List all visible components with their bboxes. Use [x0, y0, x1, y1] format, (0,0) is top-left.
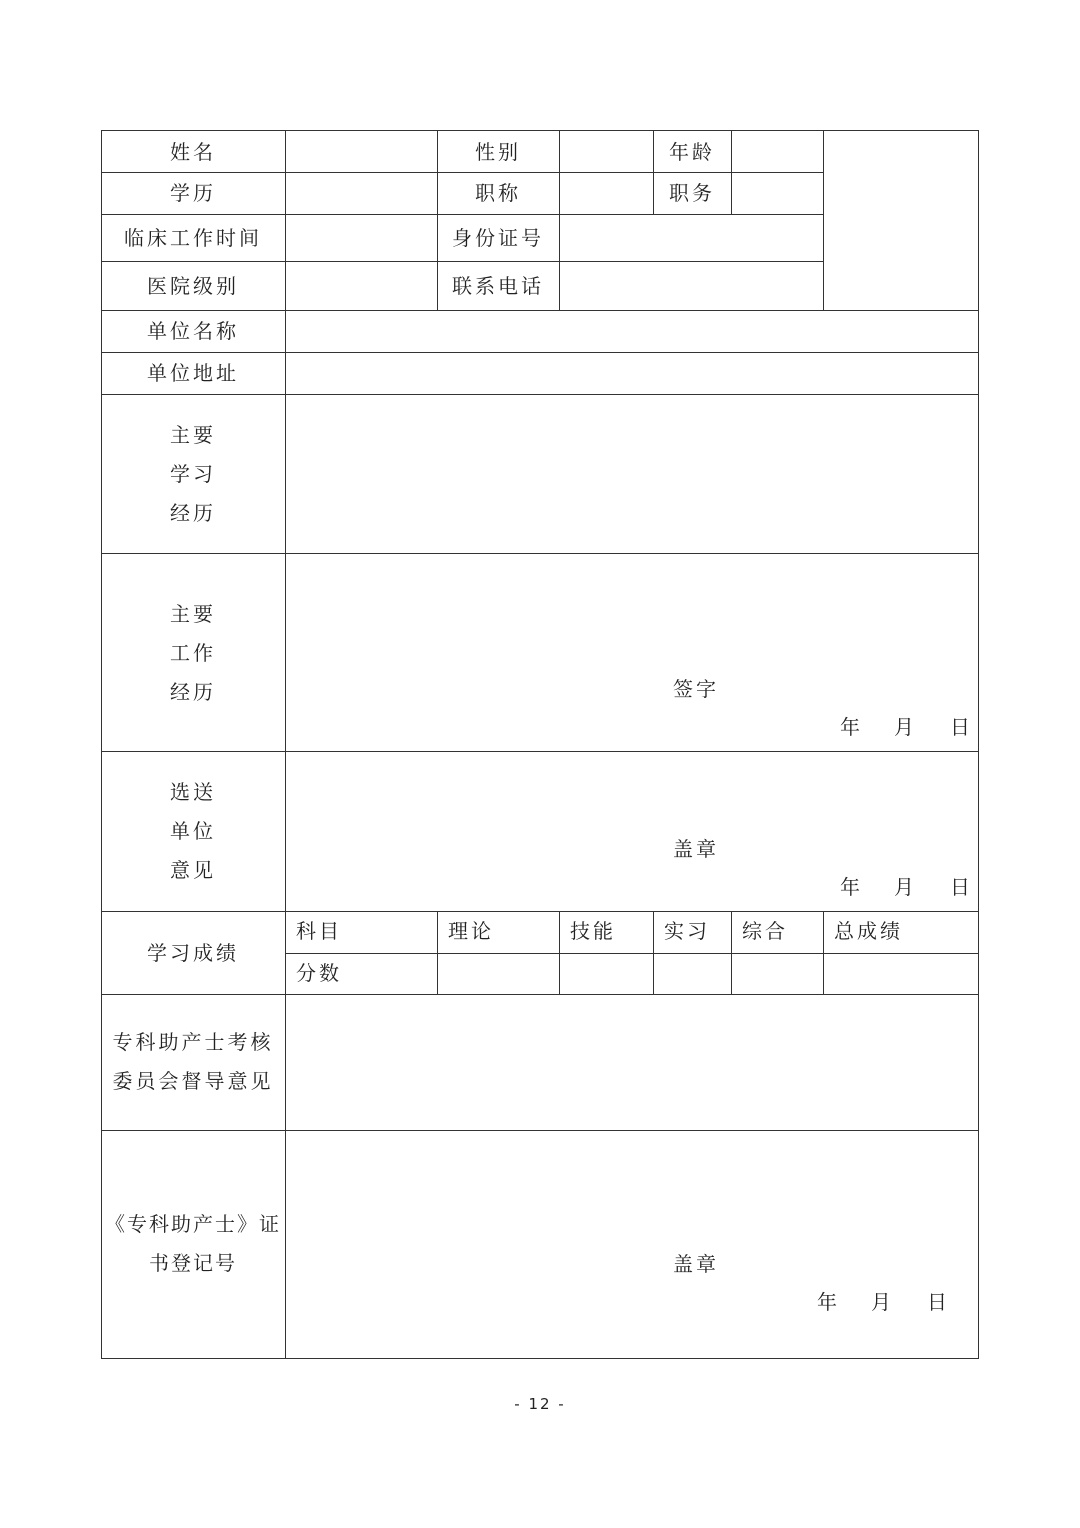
unit-address-field[interactable] — [286, 353, 978, 394]
label-line: 《专科助产士》证 — [105, 1212, 281, 1236]
score-column: 综合 — [742, 919, 788, 943]
age-field[interactable] — [732, 131, 822, 172]
id-number-field[interactable] — [560, 215, 822, 261]
score-skill-field[interactable] — [560, 954, 652, 994]
seal-label: 盖章 — [673, 837, 719, 861]
education-label: 学历 — [170, 181, 216, 205]
page-number: - 12 - — [514, 1395, 566, 1413]
position-label: 职务 — [669, 181, 715, 205]
label-line: 主要 — [170, 423, 216, 447]
label-line: 书登记号 — [149, 1251, 237, 1275]
title-label: 职称 — [475, 181, 521, 205]
scores-label: 学习成绩 — [147, 941, 239, 965]
label-line: 工作 — [170, 641, 216, 665]
id-number-label: 身份证号 — [452, 226, 544, 250]
date-day: 日 — [950, 715, 973, 739]
hospital-level-field[interactable] — [286, 262, 436, 310]
unit-address-label: 单位地址 — [147, 361, 239, 385]
unit-name-field[interactable] — [286, 311, 978, 352]
committee-opinion-field[interactable] — [286, 995, 978, 1130]
score-comprehensive-field[interactable] — [732, 954, 822, 994]
gender-field[interactable] — [560, 131, 652, 172]
label-line: 经历 — [170, 680, 216, 704]
education-field[interactable] — [286, 173, 436, 214]
label-line: 主要 — [170, 602, 216, 626]
label-line: 学习 — [170, 462, 216, 486]
score-column: 技能 — [570, 919, 616, 943]
score-total-field[interactable] — [824, 954, 978, 994]
certificate-label — [101, 1205, 285, 1283]
name-label: 姓名 — [170, 140, 216, 164]
work-history-label — [101, 595, 285, 712]
title-field[interactable] — [560, 173, 652, 214]
label-line: 选送 — [170, 780, 216, 804]
date-month: 月 — [871, 1290, 894, 1314]
hospital-level-label: 医院级别 — [147, 274, 239, 298]
score-theory-field[interactable] — [438, 954, 558, 994]
age-label: 年龄 — [669, 140, 715, 164]
unit-opinion-field[interactable] — [286, 752, 978, 832]
date-year: 年 — [840, 715, 863, 739]
label-line: 单位 — [170, 819, 216, 843]
unit-opinion-label — [101, 773, 285, 890]
label-line: 意见 — [170, 858, 216, 882]
date-year: 年 — [817, 1290, 840, 1314]
label-line: 委员会督导意见 — [112, 1069, 274, 1093]
signature-label: 签字 — [673, 677, 719, 701]
photo-field[interactable] — [824, 131, 978, 310]
date-day: 日 — [950, 875, 973, 899]
date-month: 月 — [894, 715, 917, 739]
label-line: 专科助产士考核 — [112, 1030, 274, 1054]
unit-name-label: 单位名称 — [147, 319, 239, 343]
score-column: 总成绩 — [834, 919, 903, 943]
label-line: 经历 — [170, 501, 216, 525]
date-year: 年 — [840, 875, 863, 899]
phone-label: 联系电话 — [452, 274, 544, 298]
score-column: 实习 — [664, 919, 710, 943]
clinical-time-label: 临床工作时间 — [124, 226, 262, 250]
name-field[interactable] — [286, 131, 436, 172]
clinical-time-field[interactable] — [286, 215, 436, 261]
position-field[interactable] — [732, 173, 822, 214]
gender-label: 性别 — [475, 140, 521, 164]
date-day: 日 — [927, 1290, 950, 1314]
score-row-label: 分数 — [296, 961, 342, 985]
score-column: 理论 — [448, 919, 494, 943]
committee-label — [101, 1023, 285, 1101]
phone-field[interactable] — [560, 262, 822, 310]
work-history-field[interactable] — [286, 554, 978, 674]
row-divider — [101, 911, 979, 912]
subject-label: 科目 — [296, 919, 342, 943]
seal-label: 盖章 — [673, 1252, 719, 1276]
certificate-number-field[interactable] — [286, 1131, 978, 1241]
study-history-field[interactable] — [286, 395, 978, 553]
date-month: 月 — [894, 875, 917, 899]
row-divider — [101, 172, 823, 173]
score-internship-field[interactable] — [654, 954, 730, 994]
study-history-label — [101, 416, 285, 533]
